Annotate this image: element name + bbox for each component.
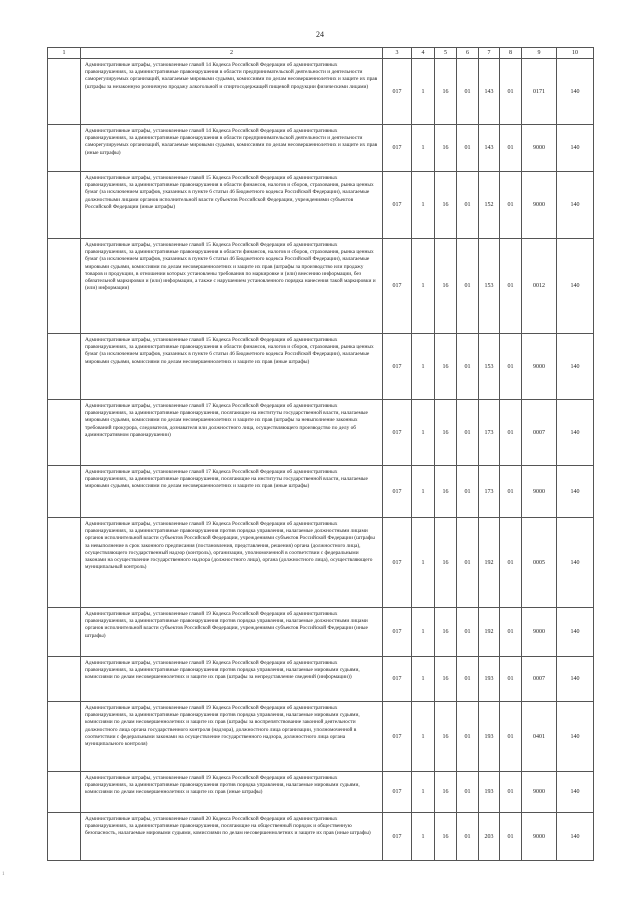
row-index-cell	[48, 702, 81, 772]
code-cell-col-5: 16	[435, 239, 457, 334]
code-cell-col-4: 1	[412, 657, 435, 702]
row-index-cell	[48, 59, 81, 125]
code-cell-col-10: 140	[557, 239, 594, 334]
code-cell-col-8: 01	[500, 334, 522, 400]
code-cell-col-4: 1	[412, 772, 435, 813]
code-cell-col-6: 01	[457, 239, 479, 334]
code-cell-col-4: 1	[412, 608, 435, 657]
code-cell-col-10: 140	[557, 172, 594, 239]
table-row	[48, 400, 594, 466]
code-cell-col-4: 1	[412, 400, 435, 466]
code-cell-col-8: 01	[500, 657, 522, 702]
code-cell-col-7: 173	[479, 466, 500, 518]
code-cell-col-6: 01	[457, 466, 479, 518]
code-cell-col-4: 1	[412, 172, 435, 239]
code-cell-col-6: 01	[457, 657, 479, 702]
code-cell-col-7: 153	[479, 334, 500, 400]
row-index-cell	[48, 125, 81, 172]
code-cell-col-6: 01	[457, 172, 479, 239]
income-description-text: Административные штрафы, установленные главой 14 Кодекса Российской Федерации об административных правонарушениях, за административные правонарушения в области предпринимательской деятельности и деятельности саморегулируемых организаций, налагаемые мировыми судьями, комиссиями по делам несовершеннолетних и защите их прав (иные штрафы)	[85, 128, 378, 156]
header-cell-6: 6	[457, 48, 479, 59]
code-cell-col-7: 193	[479, 772, 500, 813]
table-row	[48, 813, 594, 861]
income-description-cell	[81, 813, 383, 861]
row-index-cell	[48, 608, 81, 657]
code-cell-col-5: 16	[435, 813, 457, 861]
table-row	[48, 172, 594, 239]
code-cell-col-10: 140	[557, 813, 594, 861]
row-index-cell	[48, 400, 81, 466]
code-cell-col-10: 140	[557, 518, 594, 608]
code-cell-col-5: 16	[435, 772, 457, 813]
code-cell-col-6: 01	[457, 813, 479, 861]
income-description-text: Административные штрафы, установленные главой 14 Кодекса Российской Федерации об административных правонарушениях, за административные правонарушения в области предпринимательской деятельности и деятельности саморегулируемых организаций, налагаемые мировыми судьями, комиссиями по делам несовершеннолетних и защите их прав (штрафы за незаконную розничную продажу алкогольной и спиртосодержащей пищевой продукции физическими лицами)	[85, 62, 378, 90]
code-cell-col-4: 1	[412, 813, 435, 861]
code-cell-col-6: 01	[457, 518, 479, 608]
code-cell-col-8: 01	[500, 239, 522, 334]
code-cell-col-9: 9000	[522, 813, 557, 861]
code-cell-col-4: 1	[412, 239, 435, 334]
income-description-cell	[81, 772, 383, 813]
code-cell-col-3: 017	[383, 59, 412, 125]
income-description-cell	[81, 239, 383, 334]
code-cell-col-9: 9000	[522, 334, 557, 400]
table-row	[48, 702, 594, 772]
code-cell-col-3: 017	[383, 172, 412, 239]
code-cell-col-8: 01	[500, 608, 522, 657]
code-cell-col-8: 01	[500, 172, 522, 239]
income-description-text: Административные штрафы, установленные главой 19 Кодекса Российской Федерации об административных правонарушениях, за административные правонарушения против порядка управления, налагаемые мировыми судьями, комиссиями по делам несовершеннолетних и защите их прав (иные штрафы)	[85, 775, 360, 796]
header-cell-8: 8	[500, 48, 522, 59]
code-cell-col-10: 140	[557, 608, 594, 657]
code-cell-col-8: 01	[500, 125, 522, 172]
table-row	[48, 466, 594, 518]
code-cell-col-3: 017	[383, 125, 412, 172]
code-cell-col-6: 01	[457, 608, 479, 657]
row-index-cell	[48, 334, 81, 400]
table-row	[48, 772, 594, 813]
income-description-cell	[81, 657, 383, 702]
page-number: 24	[316, 30, 324, 39]
code-cell-col-7: 152	[479, 172, 500, 239]
code-cell-col-6: 01	[457, 125, 479, 172]
code-cell-col-9: 9000	[522, 466, 557, 518]
row-index-cell	[48, 772, 81, 813]
table-row	[48, 518, 594, 608]
table-row	[48, 334, 594, 400]
code-cell-col-8: 01	[500, 772, 522, 813]
income-description-text: Административные штрафы, установленные главой 17 Кодекса Российской Федерации об административных правонарушениях, за административные правонарушения, посягающие на институты государственной власти, налагаемые мировыми судьями, комиссиями по делам несовершеннолетних и защите их прав (штрафы за невыполнение законных требований прокурора, следователя, дознавателя или должностного лица, осуществляющего производство по делу об административном правонарушении)	[85, 403, 368, 438]
table-row	[48, 608, 594, 657]
code-cell-col-5: 16	[435, 59, 457, 125]
code-cell-col-7: 143	[479, 59, 500, 125]
row-index-cell	[48, 657, 81, 702]
code-cell-col-9: 0005	[522, 518, 557, 608]
code-cell-col-7: 192	[479, 518, 500, 608]
income-description-text: Административные штрафы, установленные главой 15 Кодекса Российской Федерации об административных правонарушениях, за административные правонарушения в области финансов, налогов и сборов, страхования, рынка ценных бумаг (за исключением штрафов, указанных в пункте 6 статьи 46 Бюджетного кодекса Российской Федерации), налагаемые мировыми судьями, комиссиями по делам несовершеннолетних и защите их прав (иные штрафы)	[85, 337, 374, 365]
code-cell-col-9: 0007	[522, 400, 557, 466]
code-cell-col-7: 192	[479, 608, 500, 657]
code-cell-col-7: 143	[479, 125, 500, 172]
code-cell-col-8: 01	[500, 702, 522, 772]
income-description-cell	[81, 59, 383, 125]
code-cell-col-3: 017	[383, 702, 412, 772]
code-cell-col-10: 140	[557, 702, 594, 772]
column-number-header-row	[48, 48, 594, 59]
header-cell-5: 5	[435, 48, 457, 59]
income-description-text: Административные штрафы, установленные главой 15 Кодекса Российской Федерации об административных правонарушениях, за административные правонарушения в области финансов, налогов и сборов, страхования, рынка ценных бумаг (за исключением штрафов, указанных в пункте 6 статьи 46 Бюджетного кодекса Российской Федерации), налагаемые мировыми судьями, комиссиями по делам несовершеннолетних и защите их прав (штрафы за производство или продажу товаров и продукции, в отношении которых установлены требования по маркировке и (или) внесению информации, без обязательной маркировки и (или) информации, а также с нарушением установленного порядка нанесения такой маркировки и (или) информации)	[85, 242, 376, 292]
header-cell-4: 4	[412, 48, 435, 59]
table-row	[48, 657, 594, 702]
code-cell-col-7: 173	[479, 400, 500, 466]
code-cell-col-10: 140	[557, 657, 594, 702]
code-cell-col-5: 16	[435, 466, 457, 518]
code-cell-col-9: 0401	[522, 702, 557, 772]
code-cell-col-4: 1	[412, 125, 435, 172]
income-description-cell	[81, 400, 383, 466]
code-cell-col-6: 01	[457, 400, 479, 466]
row-index-cell	[48, 813, 81, 861]
header-cell-2: 2	[81, 48, 383, 59]
table-row	[48, 239, 594, 334]
income-description-cell	[81, 466, 383, 518]
code-cell-col-5: 16	[435, 172, 457, 239]
header-cell-7: 7	[479, 48, 500, 59]
code-cell-col-5: 16	[435, 400, 457, 466]
code-cell-col-5: 16	[435, 608, 457, 657]
code-cell-col-9: 9000	[522, 608, 557, 657]
table-row	[48, 125, 594, 172]
header-cell-10: 10	[557, 48, 594, 59]
code-cell-col-8: 01	[500, 59, 522, 125]
code-cell-col-3: 017	[383, 400, 412, 466]
row-index-cell	[48, 172, 81, 239]
income-description-text: Административные штрафы, установленные главой 20 Кодекса Российской Федерации об административных правонарушениях, за административные правонарушения, посягающие на общественный порядок и общественную безопасность, налагаемые мировыми судьями, комиссиями по делам несовершеннолетних и защите их прав (иные штрафы)	[85, 816, 371, 837]
code-cell-col-3: 017	[383, 657, 412, 702]
code-cell-col-4: 1	[412, 334, 435, 400]
income-description-cell	[81, 518, 383, 608]
header-cell-9: 9	[522, 48, 557, 59]
code-cell-col-3: 017	[383, 518, 412, 608]
code-cell-col-9: 0012	[522, 239, 557, 334]
row-index-cell	[48, 466, 81, 518]
income-description-text: Административные штрафы, установленные главой 19 Кодекса Российской Федерации об административных правонарушениях, за административные правонарушения против порядка управления, налагаемые мировыми судьями, комиссиями по делам несовершеннолетних и защите их прав (штрафы за непредставление сведений (информации))	[85, 660, 360, 681]
code-cell-col-10: 140	[557, 772, 594, 813]
code-cell-col-8: 01	[500, 518, 522, 608]
code-cell-col-7: 153	[479, 239, 500, 334]
income-description-text: Административные штрафы, установленные главой 15 Кодекса Российской Федерации об административных правонарушениях, за административные правонарушения в области финансов, налогов и сборов, страхования, рынка ценных бумаг (за исключением штрафов, указанных в пункте 6 статьи 46 Бюджетного кодекса Российской Федерации), налагаемые должностными лицами органов исполнительной власти субъектов Российской Федерации, учреждениями субъектов Российской Федерации (иные штрафы)	[85, 175, 374, 210]
code-cell-col-3: 017	[383, 466, 412, 518]
code-cell-col-4: 1	[412, 518, 435, 608]
income-description-cell	[81, 125, 383, 172]
header-cell-1: 1	[48, 48, 81, 59]
code-cell-col-6: 01	[457, 59, 479, 125]
code-cell-col-10: 140	[557, 466, 594, 518]
code-cell-col-6: 01	[457, 702, 479, 772]
code-cell-col-5: 16	[435, 334, 457, 400]
table-row	[48, 59, 594, 125]
code-cell-col-3: 017	[383, 334, 412, 400]
budget-classification-table	[47, 47, 594, 861]
code-cell-col-7: 193	[479, 657, 500, 702]
code-cell-col-5: 16	[435, 702, 457, 772]
income-description-text: Административные штрафы, установленные главой 17 Кодекса Российской Федерации об административных правонарушениях, за административные правонарушения, посягающие на институты государственной власти, налагаемые мировыми судьями, комиссиями по делам несовершеннолетних и защите их прав (иные штрафы)	[85, 469, 368, 490]
code-cell-col-9: 9000	[522, 172, 557, 239]
code-cell-col-5: 16	[435, 518, 457, 608]
row-index-cell	[48, 518, 81, 608]
income-description-cell	[81, 172, 383, 239]
code-cell-col-9: 0007	[522, 657, 557, 702]
scan-margin-mark: 1	[2, 872, 5, 877]
code-cell-col-10: 140	[557, 334, 594, 400]
code-cell-col-4: 1	[412, 466, 435, 518]
income-description-text: Административные штрафы, установленные главой 19 Кодекса Российской Федерации об административных правонарушениях, за административные правонарушения против порядка управления, налагаемые должностными лицами органов исполнительной власти субъектов Российской Федерации, учреждениями субъектов Российской Федерации (штрафы за невыполнение в срок законного предписания (постановления, представления, решения) органа (должностного лица), осуществляющего государственный надзор (контроль), организации, уполномоченной в соответствии с федеральными законами на осуществление государственного надзора (должностного лица), органа (должностного лица), осуществляющего муниципальный контроль)	[85, 521, 375, 571]
code-cell-col-3: 017	[383, 772, 412, 813]
code-cell-col-3: 017	[383, 608, 412, 657]
income-description-cell	[81, 702, 383, 772]
code-cell-col-8: 01	[500, 466, 522, 518]
code-cell-col-4: 1	[412, 59, 435, 125]
income-description-text: Административные штрафы, установленные главой 19 Кодекса Российской Федерации об административных правонарушениях, за административные правонарушения против порядка управления, налагаемые должностными лицами органов исполнительной власти субъектов Российской Федерации, учреждениями субъектов Российской Федерации (иные штрафы)	[85, 611, 368, 639]
code-cell-col-3: 017	[383, 813, 412, 861]
code-cell-col-9: 9000	[522, 772, 557, 813]
code-cell-col-10: 140	[557, 125, 594, 172]
income-description-text: Административные штрафы, установленные главой 19 Кодекса Российской Федерации об административных правонарушениях, за административные правонарушения против порядка управления, налагаемые мировыми судьями, комиссиями по делам несовершеннолетних и защите их прав (штрафы за воспрепятствование законной деятельности должностного лица органа государственного контроля (надзора), должностного лица организации, уполномоченной в соответствии с федеральными законами на осуществление государственного надзора, должностного лица органа муниципального контроля)	[85, 705, 360, 748]
code-cell-col-6: 01	[457, 334, 479, 400]
code-cell-col-6: 01	[457, 772, 479, 813]
code-cell-col-8: 01	[500, 400, 522, 466]
income-description-cell	[81, 334, 383, 400]
code-cell-col-5: 16	[435, 657, 457, 702]
income-description-cell	[81, 608, 383, 657]
header-cell-3: 3	[383, 48, 412, 59]
code-cell-col-10: 140	[557, 59, 594, 125]
code-cell-col-9: 9000	[522, 125, 557, 172]
code-cell-col-7: 203	[479, 813, 500, 861]
code-cell-col-4: 1	[412, 702, 435, 772]
row-index-cell	[48, 239, 81, 334]
code-cell-col-7: 193	[479, 702, 500, 772]
code-cell-col-3: 017	[383, 239, 412, 334]
code-cell-col-9: 0171	[522, 59, 557, 125]
code-cell-col-10: 140	[557, 400, 594, 466]
code-cell-col-8: 01	[500, 813, 522, 861]
code-cell-col-5: 16	[435, 125, 457, 172]
